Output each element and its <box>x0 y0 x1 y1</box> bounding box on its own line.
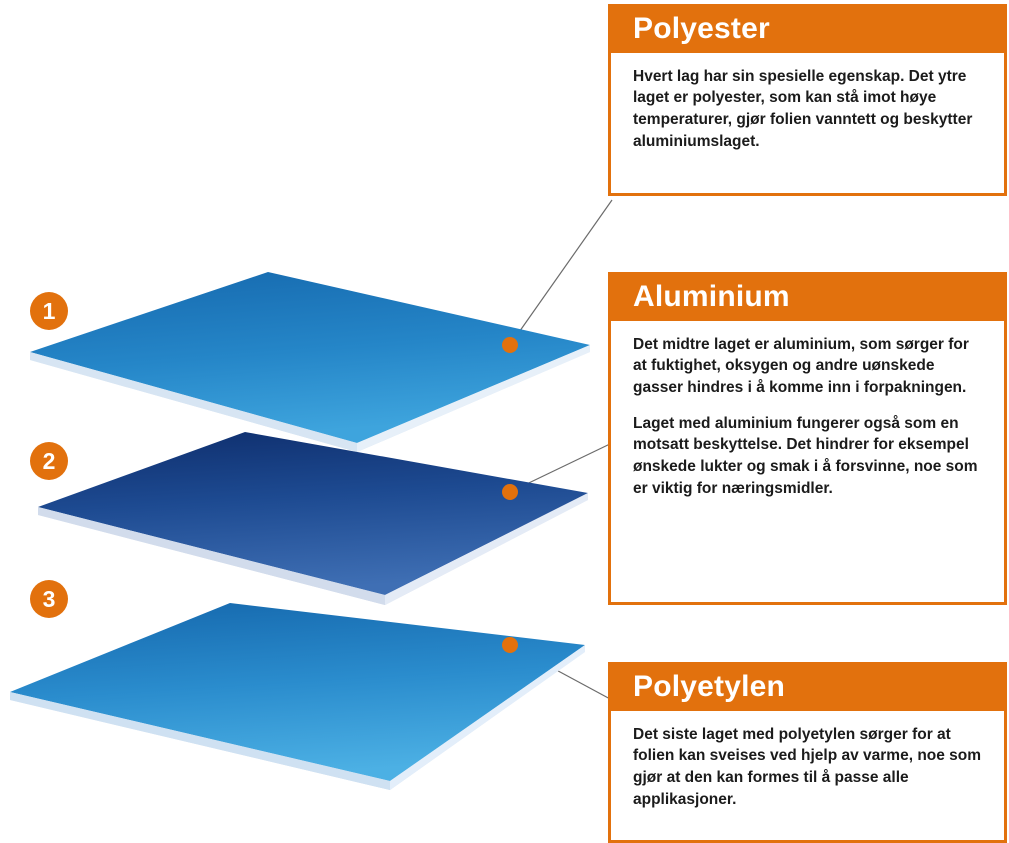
panel-heading-aluminium: Aluminium <box>611 275 1004 321</box>
panel-paragraph: Det siste laget med polyetylen sørger for at folien kan sveises ved hjelp av varme, noe som gjør at den kan formes til å passe alle applikasjoner. <box>633 725 982 808</box>
layer-plate-polyetylen <box>10 603 585 790</box>
panel-body-polyester <box>611 53 1004 163</box>
layer-number-label: 2 <box>42 447 56 474</box>
layer-number-badge-1 <box>30 292 68 330</box>
layer-number-badge-2 <box>30 442 68 480</box>
callout-panel-polyetylen <box>608 662 1007 843</box>
panel-paragraph: Laget med aluminium fungerer også som en motsatt beskyttelse. Det hindrer for eksempel ønskede lukter og smak i å forsvinne, noe som er viktig for næringsmidler. <box>633 414 978 497</box>
connector-lines <box>510 200 612 700</box>
layer-number-badge-3 <box>30 580 68 618</box>
panel-heading-polyester: Polyester <box>611 7 1004 53</box>
layer-number-label: 1 <box>42 297 56 324</box>
layer-plate-polyester <box>30 272 590 452</box>
panel-body-polyetylen <box>611 711 1004 821</box>
panel-body-aluminium <box>611 321 1004 510</box>
panel-paragraph: Hvert lag har sin spesielle egenskap. Det ytre laget er polyester, som kan stå imot høye temperaturer, gjør folien vanntett og beskytter aluminiumslaget. <box>633 67 973 150</box>
layer-number-label: 3 <box>42 585 56 612</box>
panel-paragraph: Det midtre laget er aluminium, som sørger for at fuktighet, oksygen og andre uønskede gasser hindres i å komme inn i forpakningen. <box>633 335 969 396</box>
callout-panel-polyester <box>608 4 1007 196</box>
callout-panel-aluminium <box>608 272 1007 605</box>
layer-plate-aluminium <box>38 432 588 605</box>
panel-heading-polyetylen: Polyetylen <box>611 665 1004 711</box>
